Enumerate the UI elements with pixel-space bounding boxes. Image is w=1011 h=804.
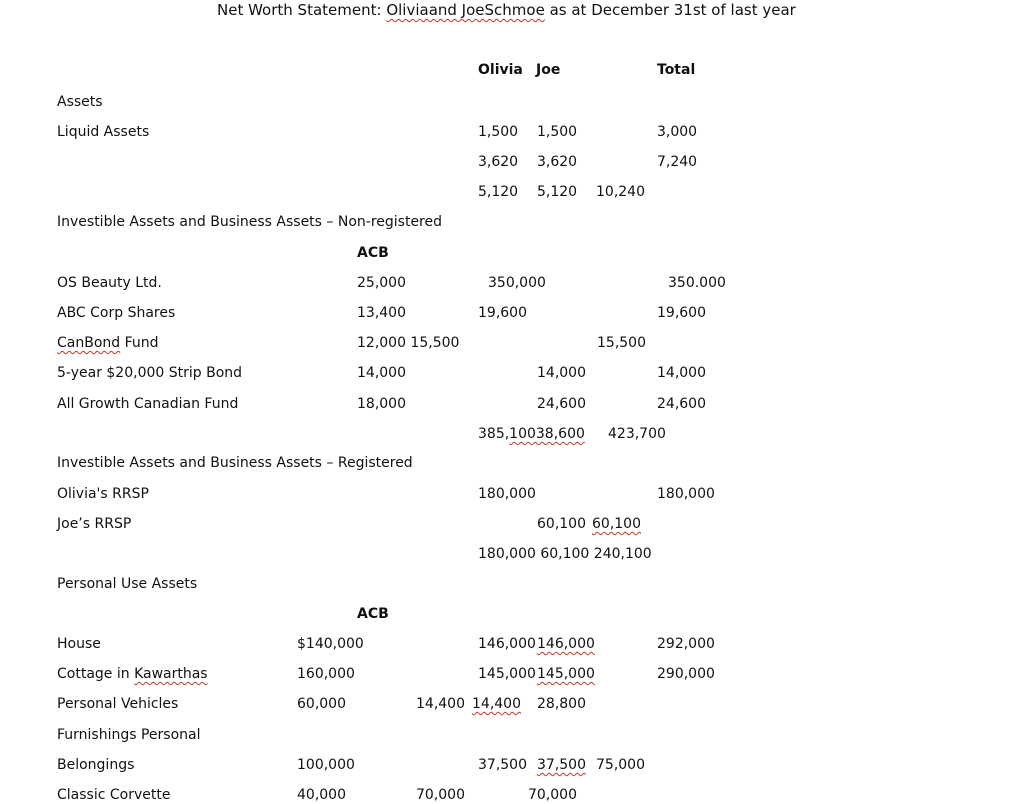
growth-fund-total: 24,600 xyxy=(657,396,706,412)
canbond-acb: 12,000 15,500 xyxy=(357,335,460,351)
strip-bond-acb: 14,000 xyxy=(357,365,406,381)
canbond-label-rest: Fund xyxy=(120,335,159,351)
canbond-total: 15,500 xyxy=(597,335,646,351)
olivia-rrsp-label: Olivia's RRSP xyxy=(57,486,149,502)
corvette-olivia: 70,000 xyxy=(416,787,465,803)
liquid-subtotal-total: 10,240 xyxy=(596,184,645,200)
nonreg-subtotal-part2: 10038,600 xyxy=(509,426,585,442)
liquid-row2-joe: 3,620 xyxy=(537,154,578,170)
joe-rrsp-total: 60,100 xyxy=(592,516,641,532)
liquid-row1-joe: 1,500 xyxy=(537,124,578,140)
abc-corp-label: ABC Corp Shares xyxy=(57,305,176,321)
house-olivia: 146,000 xyxy=(478,636,536,652)
vehicles-joe: 14,400 xyxy=(472,696,521,712)
assets-label: Assets xyxy=(57,94,103,110)
liquid-row1-total: 3,000 xyxy=(657,124,698,140)
header-total: Total xyxy=(657,62,696,78)
cottage-label-pre: Cottage in xyxy=(57,666,135,682)
olivia-rrsp-total: 180,000 xyxy=(657,486,715,502)
cottage-label xyxy=(57,665,208,683)
reg-heading: Investible Assets and Business Assets – Registered xyxy=(57,455,413,471)
acb-header: ACB xyxy=(357,245,389,261)
vehicles-label: Personal Vehicles xyxy=(57,696,179,712)
house-joe: 146,000 xyxy=(537,636,595,652)
acb-header-personal: ACB xyxy=(357,606,389,622)
growth-fund-joe: 24,600 xyxy=(537,396,586,412)
olivia-rrsp-olivia: 180,000 xyxy=(478,486,536,502)
liquid-row2-total: 7,240 xyxy=(657,154,698,170)
liquid-subtotal-joe: 5,120 xyxy=(537,184,578,200)
vehicles-acb: 60,000 xyxy=(297,696,346,712)
furnishings-total: 75,000 xyxy=(596,757,645,773)
title-suffix: as at December 31st of last year xyxy=(544,1,796,19)
cottage-total: 290,000 xyxy=(657,666,715,682)
personal-heading: Personal Use Assets xyxy=(57,576,198,592)
cottage-acb: 160,000 xyxy=(297,666,355,682)
title-prefix: Net Worth Statement: xyxy=(217,1,387,19)
canbond-label xyxy=(57,334,159,352)
nonreg-subtotal xyxy=(478,425,585,443)
liquid-subtotal-olivia: 5,120 xyxy=(478,184,519,200)
nonreg-subtotal-part1: 385, xyxy=(478,426,510,442)
strip-bond-joe: 14,000 xyxy=(537,365,586,381)
growth-fund-acb: 18,000 xyxy=(357,396,406,412)
title-names: Oliviaand JoeSchmoe xyxy=(386,1,545,19)
furnishings-joe: 37,500 xyxy=(537,757,586,773)
abc-corp-olivia: 19,600 xyxy=(478,305,527,321)
abc-corp-acb: 13,400 xyxy=(357,305,406,321)
header-olivia: Olivia xyxy=(478,62,523,78)
vehicles-olivia: 14,400 xyxy=(416,696,465,712)
canbond-label-name: CanBond xyxy=(57,335,121,351)
house-acb: $140,000 xyxy=(297,636,364,652)
cottage-label-place: Kawarthas xyxy=(134,666,208,682)
cottage-joe: 145,000 xyxy=(537,666,595,682)
page-title xyxy=(217,1,796,19)
belongings-label: Belongings xyxy=(57,757,135,773)
os-beauty-acb: 25,000 xyxy=(357,275,406,291)
strip-bond-label: 5-year $20,000 Strip Bond xyxy=(57,365,243,381)
corvette-label: Classic Corvette xyxy=(57,787,171,803)
nonreg-subtotal-total: 423,700 xyxy=(608,426,666,442)
furnishings-acb: 100,000 xyxy=(297,757,355,773)
os-beauty-olivia: 350,000 xyxy=(488,275,546,291)
nonreg-heading: Investible Assets and Business Assets – Non-registered xyxy=(57,214,443,230)
liquid-row1-olivia: 1,500 xyxy=(478,124,519,140)
reg-subtotal: 180,000 60,100 240,100 xyxy=(478,546,652,562)
abc-corp-total: 19,600 xyxy=(657,305,706,321)
os-beauty-total: 350.000 xyxy=(668,275,726,291)
cottage-olivia: 145,000 xyxy=(478,666,536,682)
joe-rrsp-label: Joe’s RRSP xyxy=(57,516,132,532)
house-total: 292,000 xyxy=(657,636,715,652)
joe-rrsp-joe: 60,100 xyxy=(537,516,586,532)
furnishings-label: Furnishings Personal xyxy=(57,727,201,743)
strip-bond-total: 14,000 xyxy=(657,365,706,381)
furnishings-olivia: 37,500 xyxy=(478,757,527,773)
liquid-row2-olivia: 3,620 xyxy=(478,154,519,170)
corvette-total: 70,000 xyxy=(528,787,577,803)
house-label: House xyxy=(57,636,101,652)
liquid-assets-label: Liquid Assets xyxy=(57,124,150,140)
header-joe: Joe xyxy=(536,62,561,78)
growth-fund-label: All Growth Canadian Fund xyxy=(57,396,239,412)
corvette-acb: 40,000 xyxy=(297,787,346,803)
os-beauty-label: OS Beauty Ltd. xyxy=(57,275,162,291)
vehicles-total: 28,800 xyxy=(537,696,586,712)
